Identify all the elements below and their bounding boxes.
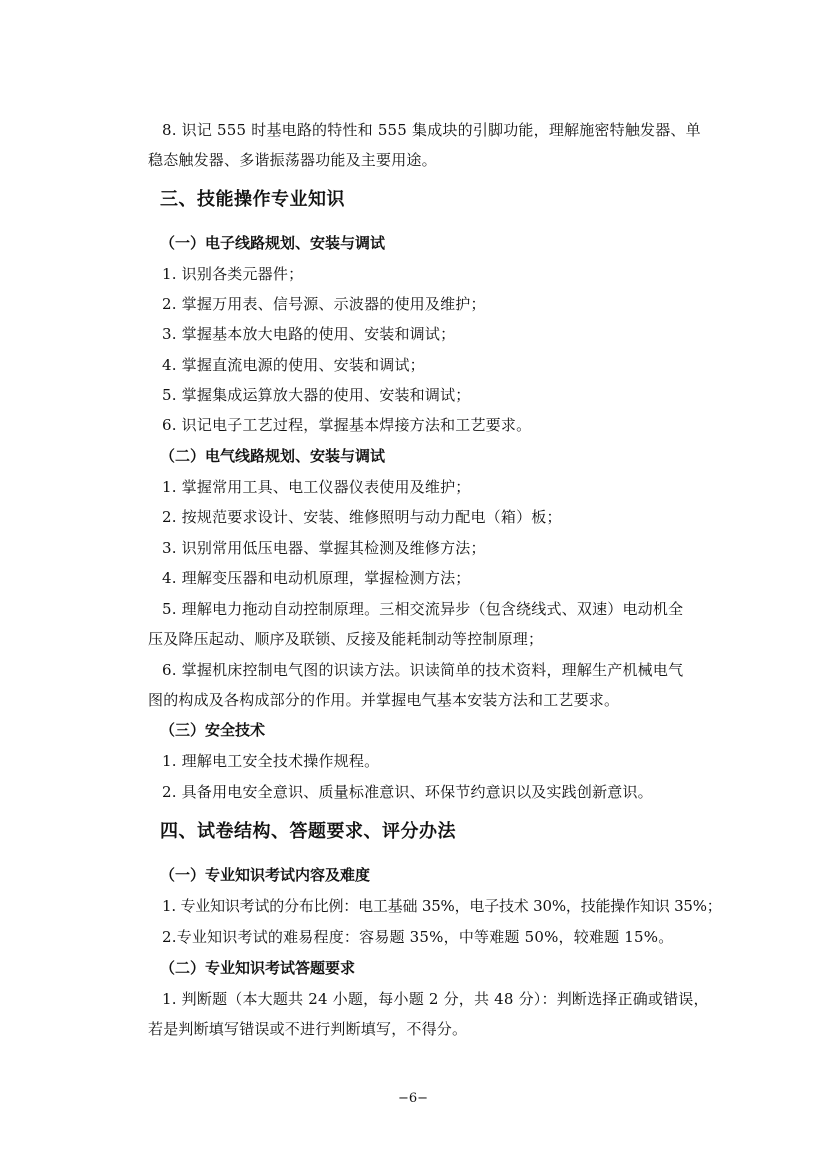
list-item: 1. 识别各类元器件； <box>162 265 304 283</box>
list-item: 1. 专业知识考试的分布比例：电工基础 35%，电子技术 30%，技能操作知识 35%； <box>162 897 722 915</box>
section-heading: 四、试卷结构、答题要求、评分办法 <box>160 821 456 842</box>
list-item-continuation: 图的构成及各构成部分的作用。并掌握电气基本安装方法和工艺要求。 <box>148 691 620 709</box>
list-item: 1. 掌握常用工具、电工仪器仪表使用及维护； <box>162 478 471 496</box>
list-item: 2.专业知识考试的难易程度：容易题 35%，中等难题 50%，较难题 15%。 <box>162 928 674 946</box>
list-item: 2. 按规范要求设计、安装、维修照明与动力配电（箱）板； <box>162 508 562 526</box>
list-item: 1. 判断题（本大题共 24 小题，每小题 2 分，共 48 分）：判断选择正确或错误， <box>162 990 709 1008</box>
list-item-continuation: 压及降压起动、顺序及联锁、反接及能耗制动等控制原理； <box>148 630 544 648</box>
list-item: 6. 识记电子工艺过程，掌握基本焊接方法和工艺要求。 <box>162 416 532 434</box>
section-heading: 三、技能操作专业知识 <box>160 189 345 210</box>
list-item: 4. 掌握直流电源的使用、安装和调试； <box>162 356 425 374</box>
list-item: 4. 理解变压器和电动机原理，掌握检测方法； <box>162 569 471 587</box>
list-item: 1. 理解电工安全技术操作规程。 <box>162 752 380 770</box>
list-item: 5. 掌握集成运算放大器的使用、安装和调试； <box>162 386 471 404</box>
list-item: 5. 理解电力拖动自动控制原理。三相交流异步（包含绕线式、双速）电动机全 <box>162 600 684 618</box>
list-item: 3. 识别常用低压电器、掌握其检测及维修方法； <box>162 539 486 557</box>
paragraph-line: 8. 识记 555 时基电路的特性和 555 集成块的引脚功能，理解施密特触发器、单 <box>162 121 701 139</box>
page-number: −6− <box>397 1091 429 1106</box>
subsection-heading: （二）电气线路规划、安装与调试 <box>160 447 386 465</box>
list-item: 2. 具备用电安全意识、质量标准意识、环保节约意识以及实践创新意识。 <box>162 783 653 801</box>
subsection-heading: （一）专业知识考试内容及难度 <box>160 866 371 884</box>
subsection-heading: （二）专业知识考试答题要求 <box>160 959 356 977</box>
paragraph-line: 稳态触发器、多谐振荡器功能及主要用途。 <box>148 151 437 169</box>
list-item: 3. 掌握基本放大电路的使用、安装和调试； <box>162 325 456 343</box>
list-item: 6. 掌握机床控制电气图的识读方法。识读简单的技术资料，理解生产机械电气 <box>162 661 684 679</box>
list-item-continuation: 若是判断填写错误或不进行判断填写，不得分。 <box>148 1020 468 1038</box>
subsection-heading: （三）安全技术 <box>160 721 266 739</box>
list-item: 2. 掌握万用表、信号源、示波器的使用及维护； <box>162 295 486 313</box>
subsection-heading: （一）电子线路规划、安装与调试 <box>160 234 386 252</box>
